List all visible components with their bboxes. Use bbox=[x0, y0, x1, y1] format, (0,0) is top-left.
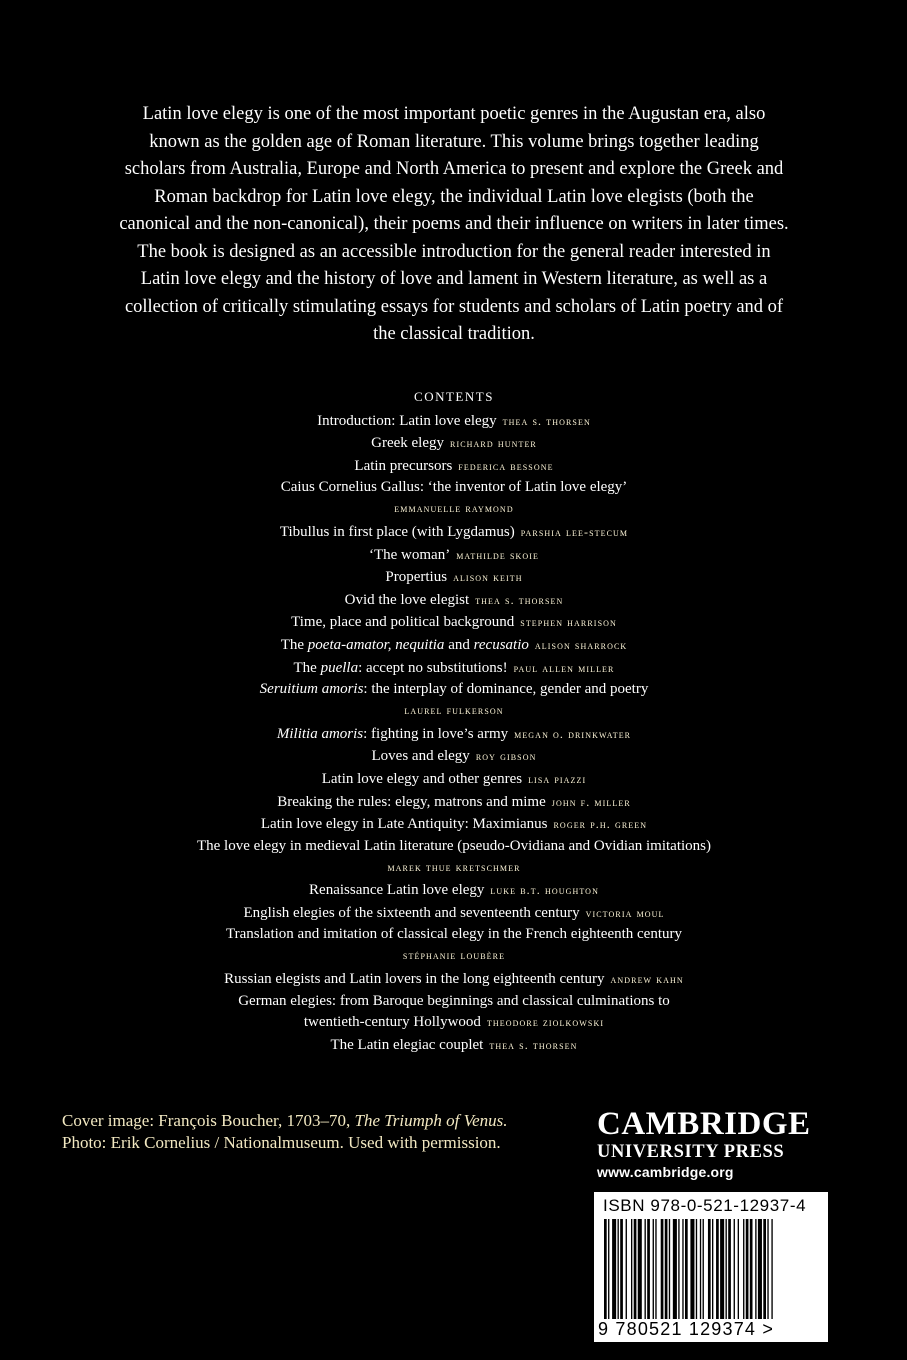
toc-author: john f. miller bbox=[551, 794, 631, 809]
toc-author: paul allen miller bbox=[513, 660, 615, 675]
toc-entry: The poeta-amator, nequitia and recusatio alison sharrock bbox=[280, 636, 628, 653]
toc-author: federica bessone bbox=[458, 458, 554, 473]
barcode-bars bbox=[604, 1219, 818, 1331]
toc-entry: The puella: accept no substitutions! paul allen miller bbox=[293, 659, 615, 676]
toc-author: luke b.t. houghton bbox=[490, 883, 599, 898]
toc-entry: Breaking the rules: elegy, matrons and mime john f. miller bbox=[277, 793, 631, 810]
toc-entry: Renaissance Latin love elegy luke b.t. houghton bbox=[309, 882, 599, 899]
toc-author: stephen harrison bbox=[520, 615, 617, 630]
toc-entry: The Latin elegiac couplet thea s. thorsen bbox=[330, 1037, 578, 1054]
contents-heading: CONTENTS bbox=[414, 389, 494, 404]
toc-author: emmanuelle raymond bbox=[394, 501, 514, 516]
cover-credit-line1: Cover image: François Boucher, 1703–70, The Triumph of Venus. bbox=[62, 1111, 508, 1130]
toc-entry: The love elegy in medieval Latin literature (pseudo-Ovidiana and Ovidian imitations) marek thue kretschmer bbox=[120, 836, 788, 878]
isbn-label: ISBN 978-0-521-12937-4 bbox=[603, 1196, 807, 1215]
toc-author: lisa piazzi bbox=[528, 771, 587, 786]
toc-entry: Propertius alison keith bbox=[385, 569, 523, 586]
toc-author: thea s. thorsen bbox=[475, 592, 564, 607]
publisher-name: CAMBRIDGE bbox=[597, 1106, 811, 1142]
toc-entry: Caius Cornelius Gallus: ‘the inventor of Latin love elegy’ emmanuelle raymond bbox=[120, 477, 788, 519]
cover-credit-line2: Photo: Erik Cornelius / Nationalmuseum. Used with permission. bbox=[62, 1133, 501, 1152]
publisher-logo bbox=[597, 1106, 827, 1182]
toc-author: roy gibson bbox=[475, 749, 537, 764]
table-of-contents bbox=[120, 386, 788, 1057]
toc-entry: Militia amoris: fighting in love’s army megan o. drinkwater bbox=[276, 725, 632, 742]
cover-credit bbox=[62, 1110, 562, 1154]
toc-entry: Translation and imitation of classical elegy in the French eighteenth century stéphanie loubère bbox=[120, 924, 788, 966]
toc-entry: English elegies of the sixteenth and seventeenth century victoria moul bbox=[243, 904, 665, 921]
toc-entry: ‘The woman’ mathilde skoie bbox=[368, 546, 540, 563]
barcode-digits: 9 780521 129374 > bbox=[598, 1319, 775, 1339]
toc-entry: Latin love elegy in Late Antiquity: Maximianus roger p.h. green bbox=[260, 816, 648, 833]
back-cover-blurb: Latin love elegy is one of the most important poetic genres in the Augustan era, also known as the golden age of Roman literature. This volume brings together leading scholars from Australia, Europe and North America to present and explore the Greek and Roman backdrop for Latin love elegy, the individual Latin love elegists (both the canonical and the non-canonical), their poems and their influence on writers in later times. The book is designed as an accessible introduction for the general reader interested in Latin love elegy and the history of love and lament in Western literature, as well as a collection of critically stimulating essays for students and scholars of Latin poetry and of the classical tradition. bbox=[119, 104, 789, 344]
toc-author: thea s. thorsen bbox=[489, 1038, 578, 1053]
toc-author: laurel fulkerson bbox=[404, 703, 504, 718]
toc-author: parshia lee-stecum bbox=[520, 524, 629, 539]
toc-author: richard hunter bbox=[450, 436, 537, 451]
toc-entry: Greek elegy richard hunter bbox=[371, 435, 537, 452]
toc-author: andrew kahn bbox=[610, 972, 684, 987]
toc-author: stéphanie loubère bbox=[402, 948, 506, 963]
toc-entry: Loves and elegy roy gibson bbox=[371, 748, 537, 765]
toc-author: alison keith bbox=[453, 570, 523, 585]
toc-entry: Ovid the love elegist thea s. thorsen bbox=[344, 591, 564, 608]
toc-entry: Latin precursors federica bessone bbox=[354, 457, 554, 474]
toc-entry: Russian elegists and Latin lovers in the long eighteenth century andrew kahn bbox=[224, 971, 684, 988]
toc-entry: Tibullus in first place (with Lygdamus) parshia lee-stecum bbox=[279, 523, 629, 540]
toc-author: alison sharrock bbox=[534, 637, 628, 652]
toc-author: mathilde skoie bbox=[456, 547, 540, 562]
toc-entry: Seruitium amoris: the interplay of dominance, gender and poetry laurel fulkerson bbox=[120, 679, 788, 721]
toc-entry: Latin love elegy and other genres lisa piazzi bbox=[321, 770, 587, 787]
toc-author: thea s. thorsen bbox=[502, 413, 591, 428]
toc-entry: Time, place and political background stephen harrison bbox=[291, 614, 617, 631]
toc-author: victoria moul bbox=[585, 905, 665, 920]
toc-entry: German elegies: from Baroque beginnings and classical culminations to twentieth-century Hollywood theodore ziolkowski bbox=[238, 992, 670, 1030]
toc-author: roger p.h. green bbox=[553, 817, 648, 832]
publisher-url: www.cambridge.org bbox=[597, 1164, 734, 1180]
toc-author: theodore ziolkowski bbox=[486, 1014, 605, 1029]
publisher-subtitle: UNIVERSITY PRESS bbox=[597, 1142, 785, 1162]
toc-author: megan o. drinkwater bbox=[514, 726, 632, 741]
toc-entry: Introduction: Latin love elegy thea s. thorsen bbox=[317, 412, 591, 429]
toc-author: marek thue kretschmer bbox=[387, 859, 521, 874]
isbn-barcode bbox=[594, 1192, 828, 1342]
